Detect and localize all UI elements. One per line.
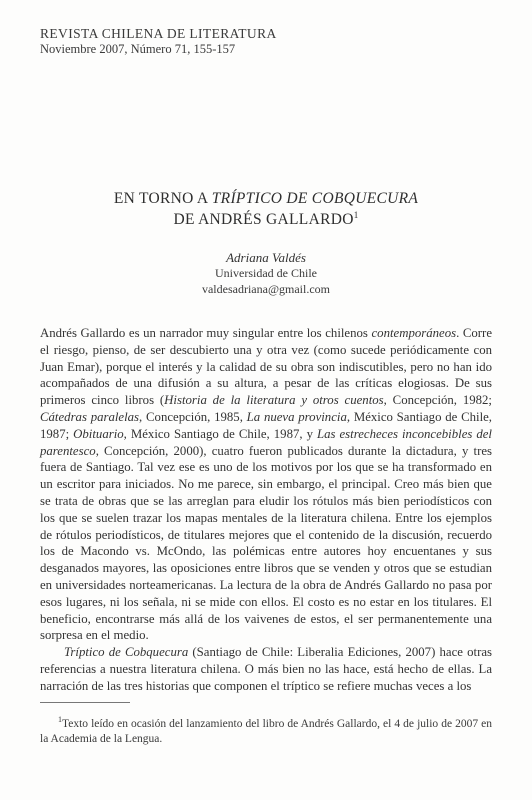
title-italic: TRÍPTICO DE COBQUECURA xyxy=(211,190,419,207)
title-footnote-ref[interactable]: 1 xyxy=(353,209,359,220)
p1-text-a: Andrés Gallardo es un narrador muy singular entre los chilenos xyxy=(40,326,372,340)
author-affiliation: Universidad de Chile xyxy=(215,266,317,280)
p1-text-m: , Concepción, 2000), cuatro fueron publicados durante la dictadura, y tres fuera de Santiago. Tal vez ese es uno de los motivos por los que se ha transformado en un escritor para iniciados. No me parece, sin embargo, el principal. Creo más bien que se trata de obras que se las arreglan para eludir los rótulos más bien periodísticos con los que se suelen trazar los mapas mentales de la literatura chilena. Entre los ejemplos de rótulos periodísticos, de titulares mejores que el contenido de la discusión, recuerdo los de Macondo vs. McOndo, las polémicas entre autores hoy encuentanes y sus desganados mayores, las oposiciones entre libros que se venden y otros que se estudian en universidades norteamericanas. La lectura de la obra de Andrés Gallardo no pasa por esos lugares, ni los señala, ni se mide con ellos. El costo es no estar en los titulares. El beneficio, encontrarse más allá de los vaivenes de estos, el ser permanentemente una sorpresa en el medio. xyxy=(40,443,492,643)
p1-text-e: , Concepción, 1982; xyxy=(383,393,492,408)
p1-text-g: , Concepción, 1985, xyxy=(139,409,247,424)
p1-italic-j: Obituario xyxy=(73,426,124,441)
issue-info: Noviembre 2007, Número 71, 155-157 xyxy=(40,42,236,56)
p1-text-c: . Corre el riesgo, pienso, de ser descubierto una y otra vez (como sucede periódicamente con Juan Emar), porque el interés y la calidad de su obra son indiscutibles, pero no han ido acompañados de una difusión a su altura, a pesar de las críticas elogiosas. De sus primeros cinco libros ( xyxy=(40,326,492,408)
title-plain: EN TORNO A xyxy=(113,190,208,207)
footnote-number: 1 xyxy=(58,715,62,724)
p1-text-k: , México Santiago de Chile, 1987, y xyxy=(123,426,317,441)
body-paragraph-2 xyxy=(40,644,492,694)
p2-text-b: (Santiago de Chile: Liberalia Ediciones, 2007) hace otras referencias a nuestra literatura chilena. O más bien no las hace, está hecho de ellas. La narración de las tres historias que componen el tríptico se refiere muchas veces a los xyxy=(40,645,492,693)
p1-italic-l: Las estrecheces inconcebibles del parentesco xyxy=(40,426,492,458)
p2-italic-a: Tríptico de Cobquecura xyxy=(64,645,189,660)
article-title-line2 xyxy=(0,210,532,230)
title-line2: DE ANDRÉS GALLARDO xyxy=(173,211,354,228)
author-name: Adriana Valdés xyxy=(226,250,306,265)
footnote-divider xyxy=(40,702,130,703)
p1-italic-d: Historia de la literatura y otros cuentos xyxy=(164,393,384,408)
article-body xyxy=(40,325,492,695)
p1-text-i: , México Santiago de Chile, 1987; xyxy=(40,409,492,441)
footnote-text: Texto leído en ocasión del lanzamiento del libro de Andrés Gallardo, el 4 de julio de 2007 en la Academia de la Lengua. xyxy=(40,717,492,745)
body-paragraph-1 xyxy=(40,325,492,644)
p1-italic-h: La nueva provincia xyxy=(246,409,347,424)
footnote xyxy=(40,712,492,747)
journal-name: REVISTA CHILENA DE LITERATURA xyxy=(40,26,277,41)
author-email[interactable]: valdesadriana@gmail.com xyxy=(201,282,330,296)
p1-italic-f: Cátedras paralelas xyxy=(40,409,140,424)
p1-italic-b: contemporáneos xyxy=(371,326,457,340)
article-title xyxy=(0,189,532,209)
